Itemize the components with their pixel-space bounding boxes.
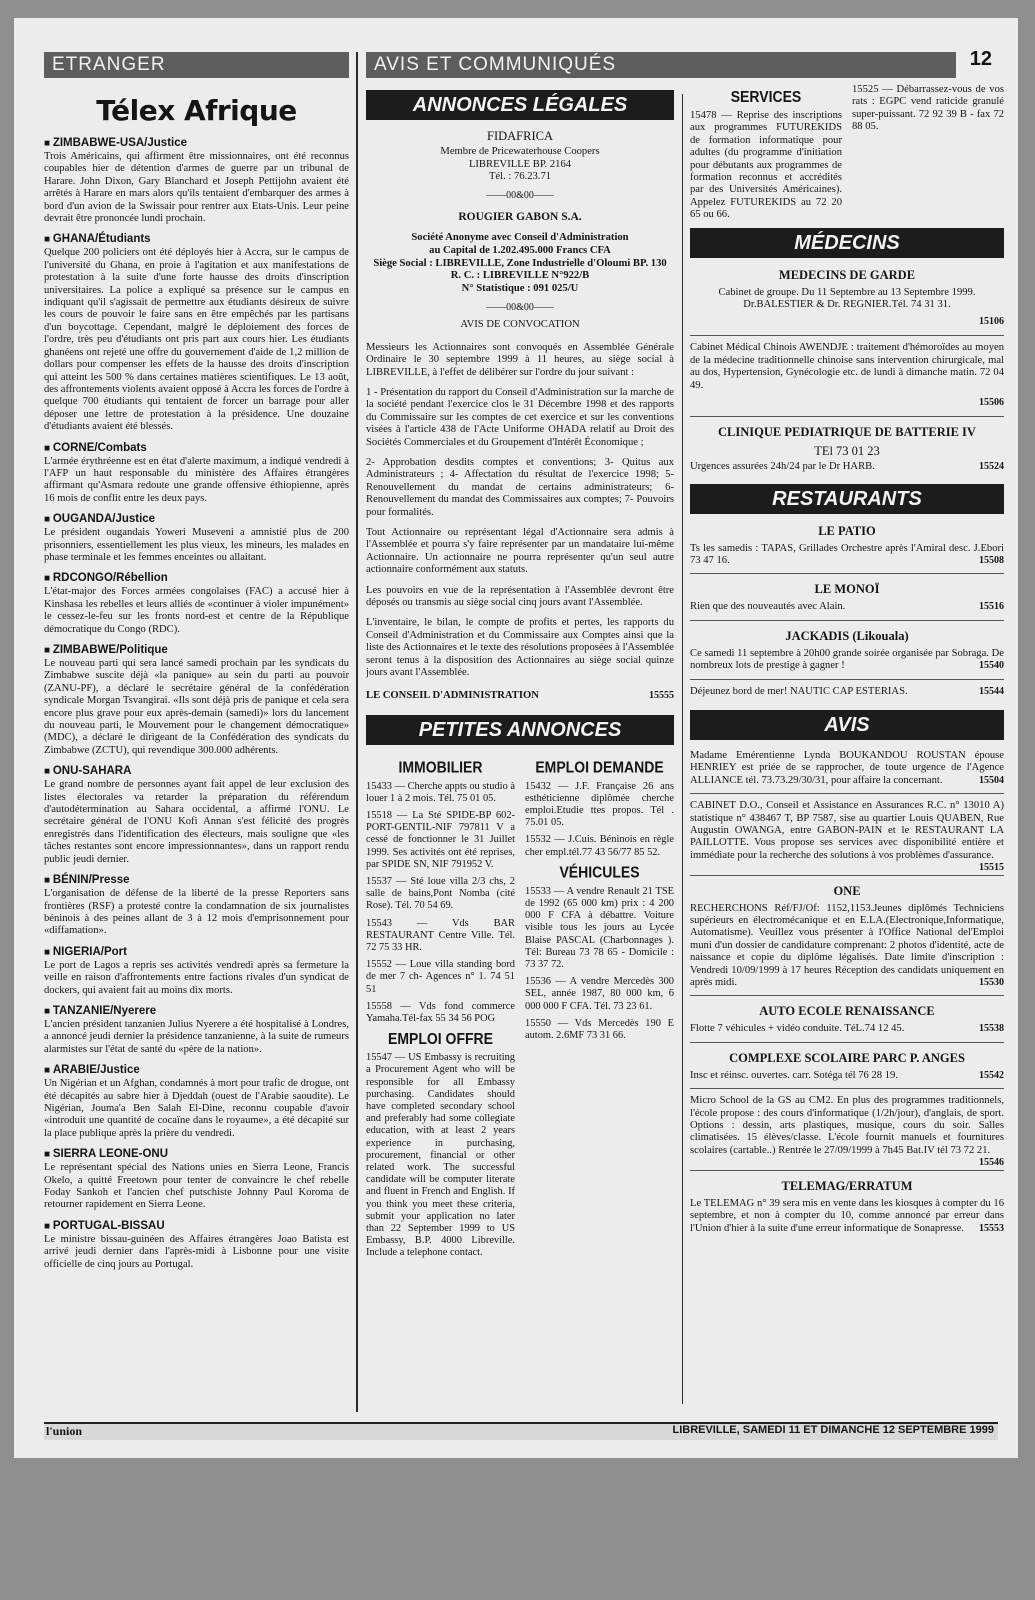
ref-row (690, 392, 1004, 410)
ref-number: 15504 (979, 774, 1004, 786)
fidafrica-block (366, 130, 674, 184)
company-line: Société Anonyme avec Conseil d'Administration (411, 231, 629, 243)
pa-column-1 (366, 755, 515, 1260)
auto-ecole-row (690, 1023, 1004, 1035)
masthead-logo: l'union (46, 1424, 83, 1438)
telemag-text: Le TELEMAG n° 39 sera mis en vente dans les kiosques à compter du 16 septembre, et non à compter du 10, comme annoncé par erreur dans l'Union d'hier à la suite d'une erreur informatique de Sonapresse. (690, 1197, 1004, 1234)
company-line: Siège Social : LIBREVILLE, Zone Industrielle d'Oloumi BP. 130 (373, 257, 667, 269)
one-text: RECHERCHONS Réf/FJ/Of: 1152,1153.Jeunes diplômés Techniciens supérieurs en électromécanique et en E.LA.(Electronique,Informatique, Automatisme). Veuillez vous présenter à l'Office National del'Emploi muni d'un dossier de candidature comprenant: 2 photos d'identité, acte de naissance et copie du diplôme légalisés. Date limite d'inscription : Vendredi 10/09/1999 à 17 heures Réception des candidats uniquement en après midi. (690, 902, 1004, 989)
fidafrica-line: LIBREVILLE BP. 2164 (468, 158, 572, 170)
separator: ——00&00—— (486, 301, 554, 313)
immobilier-heading: IMMOBILIER (398, 757, 483, 776)
annonces-column (366, 84, 674, 1404)
news-item (44, 874, 349, 938)
divider (690, 875, 1004, 876)
news-category: ■ ARABIE/Justice (44, 1064, 349, 1076)
classified-ad: 15533 — A vendre Renault 21 TSE de 1992 (65 000 km) prix : 4 200 000 F CFA à débattre. Voiture visible tous les jours au Lycée Blaise PASCAL (Charbonnages ). Tél: Bureau 73 78 65 - Domicile : 73 37 72. (525, 885, 674, 970)
ref-number: 15515 (979, 862, 1004, 874)
divider (690, 793, 1004, 794)
avis-convocation-title: AVIS DE CONVOCATION (460, 318, 580, 330)
section-label-avis: AVIS ET COMMUNIQUÉS (374, 54, 617, 75)
ref-number: 15538 (979, 1023, 1004, 1035)
emploi-offre-heading: EMPLOI OFFRE (388, 1028, 493, 1048)
section-label-etranger: ETRANGER (52, 54, 166, 75)
petites-annonces (366, 755, 674, 1260)
emploi-demande-heading: EMPLOI DEMANDE (535, 757, 664, 776)
ref-number: 15544 (979, 685, 1004, 697)
convocation-paragraph: Les pouvoirs en vue de la représentation à l'Assemblée devront être déposés ou transmis au siège social cinq jours avant l'Assemblée. (366, 584, 674, 609)
news-category: ■ GHANA/Étudiants (44, 233, 349, 245)
convocation-paragraph: Messieurs les Actionnaires sont convoqués en Assemblée Générale Ordinaire le 30 septembre 1999 à 11 heures, au siège social à LIBREVILLE, à l'effet de délibérer sur l'ordre du jour suivant : (366, 341, 674, 378)
patio-row (690, 543, 1004, 568)
news-text: Quelque 200 policiers ont été déployés hier à Accra, sur le campus de l'université du Ghana, en proie à l'agitation et aux manifestations de protestation à la suite d'une forte hausse des droits d'inscription universitaires. La police a expliqué sa présence sur le campus en indiquant qu'il s'agissait de permettre aux étudiants désireux de suivre les cours de pouvoir le faire sans en être empêchés par les partisans d'un boycottage. Cependant, malgré le déploiement des forces de l'ordre, très peu d'étudiants ont pris part aux cours hier. Les étudiants ghanéens ont rejeté une offre du gouvernement d'aide de 1,2 million de dollars pour compenser les effets de la hausse des droits d'inscription qui atteint les 500 % dans certaines matières scientifiques. Le 13 août, des affrontements violents avaient opposé à Accra les forces de l'ordre à quelque 700 étudiants qui tentaient de forcer un barrage pour aller déposer une lettre de protestation à la présidence. Une douzaine d'étudiants avaient été blessés. (44, 247, 349, 433)
news-item (44, 1064, 349, 1140)
ref-number: 15516 (979, 601, 1004, 613)
pa-column-2 (525, 755, 674, 1260)
cabinet-chinois-text: Cabinet Médical Chinois AWENDJE : traitement d'hémoroïdes au moyen de la médecine traditionnelle chinoise sans intervention chirurgicale, mal au dos, Hypertension, Gynécologie etc. de lundi à dimanche matin. 72 04 49. (690, 342, 1004, 391)
news-category: ■ ZIMBABWE/Politique (44, 644, 349, 656)
restaurants-banner: RESTAURANTS (690, 484, 1004, 514)
telex-afrique-column (44, 84, 349, 1404)
ref-number: 15530 (979, 977, 1004, 989)
one-title: ONE (833, 883, 861, 898)
company-block (366, 232, 674, 296)
page-footer (44, 1422, 998, 1440)
classified-ad: 15558 — Vds fond commerce Yamaha.Tél-fax 55 34 56 POG (366, 1000, 515, 1024)
conseil-label: LE CONSEIL D'ADMINISTRATION (366, 689, 539, 701)
services-right (852, 84, 1004, 222)
classified-ad: 15536 — A vendre Mercedès 300 SEL, année 1987, 80 000 km, 6 000 000 F CFA. Tél. 73 23 61. (525, 976, 674, 1012)
divider (690, 1042, 1004, 1043)
news-category: ■ NIGERIA/Port (44, 946, 349, 958)
news-item (44, 233, 349, 433)
classified-ad: 15432 — J.F. Française 26 ans esthéticienne diplômée cherche emploi.Etudie ttes propos. Tél . 75.01 05. (525, 780, 674, 829)
classified-ad: 15433 — Cherche appts ou studio à louer 1 à 2 mois. Tél. 75 01 05. (366, 780, 515, 804)
classified-ad: 15543 — Vds BAR RESTAURANT Centre Ville. Tél. 72 75 33 HR. (366, 917, 515, 953)
news-category: ■ TANZANIE/Nyerere (44, 1005, 349, 1017)
services-heading: SERVICES (730, 86, 802, 106)
avis-text: Madame Emérentienne Lynda BOUKANDOU ROUSTAN épouse HENRIEY est priée de se rapprocher, de toute urgence de l'Agence ALLIANCE tél. 73.73.29/30/31, pour affaire la concernant. (690, 749, 1004, 786)
classified-ad: 15547 — US Embassy is recruiting a Procurement Agent who will be responsible for all Embassy purchasing. Candidates should have completed secondary school and preferably had some collegiate education, with at least 2 years experience in purchasing, procurement, financial or other related work. The successful candidate will be computer literate and fluent in French and English. If you think you meet these criteria, submit your application no later than 22 September 1999 to US Embassy, B.P. 4000 Libreville. Include a telephone contact. (366, 1052, 515, 1259)
news-item (44, 1005, 349, 1056)
news-category: ■ RDCONGO/Rébellion (44, 572, 349, 584)
convocation-paragraph: 1 - Présentation du rapport du Conseil d'Administration sur la marche de la société pendant l'exercice clos le 31 Décembre 1998 et des rapports du Commissaire sur les comptes de cet exercice et sur les conventions visées à l'article 438 de l'Acte Uniforme OHADA relatif au Droit des Sociétés Commerciales et du Groupement d'Intérêt Économique ; (366, 386, 674, 448)
services-left (690, 84, 842, 222)
auto-ecole-text: Flotte 7 véhicules + vidéo conduite. TéL.74 12 45. (690, 1023, 905, 1035)
nautic-row (690, 686, 1004, 698)
news-text: L'armée érythréenne est en état d'alerte maximum, a indiqué vendredi à l'AFP un haut responsable du ministère des Affaires étrangères affirmant qu'Asmara redoute une grande offensive éthiopienne, après 16 mois de conflit entre les deux pays. (44, 455, 349, 504)
news-category: ■ ONU-SAHARA (44, 765, 349, 777)
news-category: ■ OUGANDA/Justice (44, 513, 349, 525)
divider (690, 573, 1004, 574)
news-text: Le ministre bissau-guinéen des Affaires étrangères Joao Batista est arrivé jeudi dernier dans l'après-midi à Lisbonne pour une visite officielle de cinq jours au Portugal. (44, 1233, 349, 1270)
column-divider-left (356, 52, 358, 1412)
nautic-text: Déjeunez bord de mer! NAUTIC CAP ESTERIAS. (690, 685, 908, 697)
telex-afrique-title: Télex Afrique (96, 94, 297, 127)
monoi-text: Rien que des nouveautés avec Alain. (690, 601, 846, 613)
newspaper-page (14, 18, 1018, 1458)
complexe-text: Insc et réinsc. ouvertes. carr. Sotéga tél 76 28 19. (690, 1069, 898, 1081)
medecins-garde-title: MEDECINS DE GARDE (778, 267, 916, 282)
monoi-row (690, 601, 1004, 613)
news-item (44, 137, 349, 225)
services-block (690, 84, 1004, 222)
news-category: ■ BÉNIN/Presse (44, 874, 349, 886)
classified-ad: 15525 — Débarrassez-vous de vos rats : EGPC vend raticide granulé super-puissant. 72 92 39 B - fax 72 88 05. (852, 84, 1004, 133)
convocation-paragraph: Tout Actionnaire ou représentant légal d'Actionnaire sera admis à l'Assemblée et pourra s'y faire représenter par un mandataire lui-même Actionnaire. Un actionnaire ne pourra représenter qu'un seul autre actionnaire conformément aux statuts. (366, 527, 674, 576)
issue-date: LIBREVILLE, SAMEDI 11 ET DIMANCHE 12 SEPTEMBRE 1999 (672, 1424, 994, 1436)
news-text: Le président ougandais Yoweri Museveni a amnistié plus de 200 prisonniers, essentiellement les plus vieux, les mineurs, les malades en phase terminale et les femmes enceintes ou allaitant. (44, 527, 349, 563)
company-line: au Capital de 1.202.495.000 Francs CFA (429, 244, 611, 256)
convocation-paragraph: L'inventaire, le bilan, le compte de profits et pertes, les rapports du Conseil d'Administration et du Commissaire aux Comptes ainsi que la liste des Actionnaires et le texte des résolutions proposées à l'Assemblée seront tenus à la disposition des Actionnaires au siège social quinze jours avant l'Assemblée. (366, 617, 674, 679)
classified-ad: 15552 — Loue villa standing bord de mer 7 ch- Agences n° 1. 74 51 51 (366, 959, 515, 995)
auto-ecole-title: AUTO ECOLE RENAISSANCE (759, 1004, 935, 1019)
convocation-paragraph: 2- Approbation desdits comptes et conventions; 3- Quitus aux Administrateurs ; 4- Affectation du résultat de l'exercice 1998; 5- Renouvellement du mandat de certains administrateurs; 6- Renouvellement du mandat des Commissaires aux comptes; 7- Pouvoirs pour formalités. (366, 457, 674, 518)
news-text: Le port de Lagos a repris ses activités vendredi après sa fermeture la veille en raison d'affrontements entre factions rivales d'un syndicat de dockers, qui avaient fait au moins dix morts. (44, 959, 349, 996)
divider (690, 620, 1004, 621)
monoi-title: LE MONOÏ (814, 582, 880, 597)
annonces-legales-banner: ANNONCES LÉGALES (366, 90, 674, 120)
news-item (44, 572, 349, 636)
classified-ad: 15532 — J.Cuis. Béninois en règle cher empl.tél.77 43 56/77 85 52. (525, 834, 674, 858)
page-number: 12 (969, 48, 992, 70)
news-text: L'organisation de défense de la liberté de la presse Reporters sans frontières (RSF) a protesté contre la condamnation de six journalistes béninois à des peines allant de 3 à 12 mois d'emprisonnement pour «diffamation». (44, 888, 349, 937)
jackadis-text: Ce samedi 11 septembre à 20h00 grande soirée organisée par Sobraga. De nombreux lots de prestige à gagner ! (690, 647, 1004, 672)
divider (690, 1170, 1004, 1171)
patio-text: Ts les samedis : TAPAS, Grillades Orchestre après l'Amiral desc. J.Ebori 73 47 16. (690, 542, 1004, 566)
clinique-tel: TEl 73 01 23 (814, 444, 880, 459)
medecins-banner: MÉDECINS (690, 228, 1004, 258)
avis-row (690, 750, 1004, 787)
ref-number: 15506 (979, 397, 1004, 409)
company-line: N° Statistique : 091 025/U (461, 283, 579, 295)
news-text: L'état-major des Forces armées congolaises (FAC) a accusé hier à Kinshasa les rebelles et leurs alliés de «continuer à violer impunément» le cessez-le-feu sur les fronts nord-est et centre de la République démocratique du Congo (RDC). (44, 586, 349, 635)
conseil-signature (366, 690, 674, 701)
avis-row (690, 800, 1004, 874)
news-text: Le représentant spécial des Nations unies en Sierra Leone, Francis Okelo, a quitté Freetown pour tenter de convaincre le chef rebelle Foday Sankoh et l'ancien chef putschiste Johnny Paul Koroma de retourner rapidement en Sierra Leone. (44, 1162, 349, 1211)
divider (690, 416, 1004, 417)
clinique-text: Urgences assurées 24h/24 par le Dr HARB. (690, 461, 875, 473)
divider (690, 1088, 1004, 1089)
news-category: ■ SIERRA LEONE-ONU (44, 1148, 349, 1160)
ref-number: 15508 (979, 554, 1004, 566)
news-category: ■ CORNE/Combats (44, 442, 349, 454)
fidafrica-line: Membre de Pricewaterhouse Coopers (440, 145, 600, 157)
news-item (44, 442, 349, 506)
ref-row (690, 311, 1004, 329)
avis-text: CABINET D.O., Conseil et Assistance en Assurances R.C. n° 13010 A) statistique n° 438467 T, BP 7587, sise au quartier Louis QUABEN, Rue Augustin OWANGA, entre GABON-PAIN et le RESTAURANT LA PAILLOTTE. Vous propose ses services avec disponibilité entière et immédiate pour la recherche des solutions à vos problèmes d'assurance. (690, 800, 1004, 861)
ref-number: 15546 (979, 1157, 1004, 1169)
clinique-row (690, 461, 1004, 473)
classified-ad: 15550 — Vds Mercedès 190 E autom. 2.6MF 73 31 66. (525, 1017, 674, 1041)
ref-number: 15542 (979, 1069, 1004, 1081)
separator: ——00&00—— (486, 190, 554, 202)
jackadis-row (690, 648, 1004, 673)
jackadis-title: JACKADIS (Likouala) (785, 628, 909, 643)
section-banner-avis (366, 52, 956, 78)
divider (690, 679, 1004, 680)
patio-title: LE PATIO (818, 523, 876, 538)
classified-ad: 15537 — Sté loue villa 2/3 chs, 2 salle de bains,Pont Nomba (cité Rose). Tél. 70 54 69. (366, 875, 515, 912)
news-item (44, 513, 349, 564)
news-item (44, 1220, 349, 1271)
ref-number: 15106 (979, 316, 1004, 328)
rougier-title: ROUGIER GABON S.A. (458, 211, 582, 224)
news-category: ■ ZIMBABWE-USA/Justice (44, 137, 349, 149)
conseil-ref: 15555 (649, 689, 674, 701)
complexe-row (690, 1070, 1004, 1082)
news-item (44, 765, 349, 866)
divider (690, 995, 1004, 996)
classified-ad: 15478 — Reprise des inscriptions aux programmes FUTUREKIDS de formation informatique pour adultes (du programme d'initiation pour débutants aux programmes de formation reconnus et accrédités par des Universités Américaines). Appelez FUTUREKIDS au 72 20 65 ou 66. (690, 110, 842, 221)
micro-school-row (690, 1095, 1004, 1169)
petites-annonces-banner: PETITES ANNONCES (366, 715, 674, 745)
news-category: ■ PORTUGAL-BISSAU (44, 1220, 349, 1232)
clinique-title: CLINIQUE PEDIATRIQUE DE BATTERIE IV (718, 425, 976, 440)
one-row (690, 903, 1004, 990)
ref-number: 15524 (979, 461, 1004, 473)
news-text: Le nouveau parti qui sera lancé samedi prochain par les syndicats du Zimbabwe suscite déjà «la panique» au sein du parti au pouvoir (ZANU-PF), a déclaré le secrétaire général de la confédération syndicale Morgan Tsvangirai. «Ils sont déjà pris de panique et cela sera encore plus grave pour eux après-demain (samedi)» lors du lancement du nouveau parti, le Mouvement pour le changement démocratique» (MDC), a déclaré le dirigeant de la Confédération des syndicats du Zimbabwe (ZCTU), qui revendique 300.000 adhérents. (44, 658, 349, 756)
avis-banner: AVIS (690, 710, 1004, 740)
classified-ad: 15518 — La Sté SPIDE-BP 602-PORT-GENTIL-NIF 797811 V a cessé de fonctionner le 31 Juillet 1999. Ses activités ont été reprises, par SPIDE SN, NIF 791952 V. (366, 809, 515, 870)
ref-number: 15540 (979, 660, 1004, 672)
news-text: L'ancien président tanzanien Julius Nyerere a été hospitalisé à Londres, a annoncé jeudi dernier la présidence tanzanienne, à la suite de rumeurs alarmistes sur l'état de santé du «père de la nation». (44, 1018, 349, 1055)
ref-number: 15553 (979, 1222, 1004, 1234)
news-text: Un Nigérian et un Afghan, condamnés à mort pour trafic de drogue, ont été décapités au sabre hier à Djeddah (ouest de l'Arabie saoudite). Le Nigérian, Jouma'a Ben Salah El-Dine, reconnu coupable d'avoir «introduit une quantité de cocaïne dans le royaume», a été décapité sur la place publique après la prière du vendredi. (44, 1078, 349, 1139)
vehicules-heading: VÉHICULES (559, 862, 640, 881)
news-text: Le grand nombre de personnes ayant fait appel de leur exclusion des listes électorales va retarder la préparation du référendum d'autodétermination au Sahara occidental, a affirmé l'ONU. Le secrétaire général de l'ONU Kofi Annan s'est félicité des progrès enregistrés dans l'identification des électeurs, mais souligne que «les tâches restantes sont encore impressionnantes», dans un rapport rendu public jeudi dernier. (44, 779, 349, 865)
telemag-title: TELEMAG/ERRATUM (781, 1178, 913, 1193)
fidafrica-line: Tél. : 76.23.71 (488, 171, 552, 183)
news-item (44, 644, 349, 757)
news-item (44, 946, 349, 997)
section-banner-etranger (44, 52, 349, 78)
news-text: Trois Américains, qui affirment être missionnaires, ont été reconnus coupables hier de détention d'armes de guerre par un tribunal de Harare. John Dixon, Gary Blanchard et Joseph Pettijohn avaient été arrêtés à Harare en mars alors qu'ils tentaient d'embarquer des armes à bord d'un avion de la Swissair pour rentrer aux Etats-Unis. Leur peine devrait être prononcée lundi prochain. (44, 151, 349, 225)
news-item (44, 1148, 349, 1212)
company-line: R. C. : LIBREVILLE N°922/B (450, 270, 590, 282)
fidafrica-name: FIDAFRICA (487, 129, 553, 143)
column-divider-right (682, 94, 683, 1404)
complexe-title: COMPLEXE SCOLAIRE PARC P. ANGES (729, 1050, 965, 1065)
micro-school-text: Micro School de la GS au CM2. En plus des programmes traditionnels, l'école propose : des cours d'informatique (1/2h/jour), d'anglais, de sport. Options : dessin, arts plastiques, musique, cours du soir. Salles climatisées. 15 élèves/classe. L'école fournit manuels et fournitures scolaires (cartable..) Rentrée le 27/09/1999 à 7h45 Bat.IV tél 73 72 21. (690, 1095, 1004, 1156)
medecins-garde-text: Cabinet de groupe. Du 11 Septembre au 13 Septembre 1999. Dr.BALESTIER & Dr. REGNIER.Tél. 74 31 31. (718, 286, 976, 311)
services-column (690, 84, 1004, 1404)
divider (690, 335, 1004, 336)
telemag-row (690, 1198, 1004, 1235)
